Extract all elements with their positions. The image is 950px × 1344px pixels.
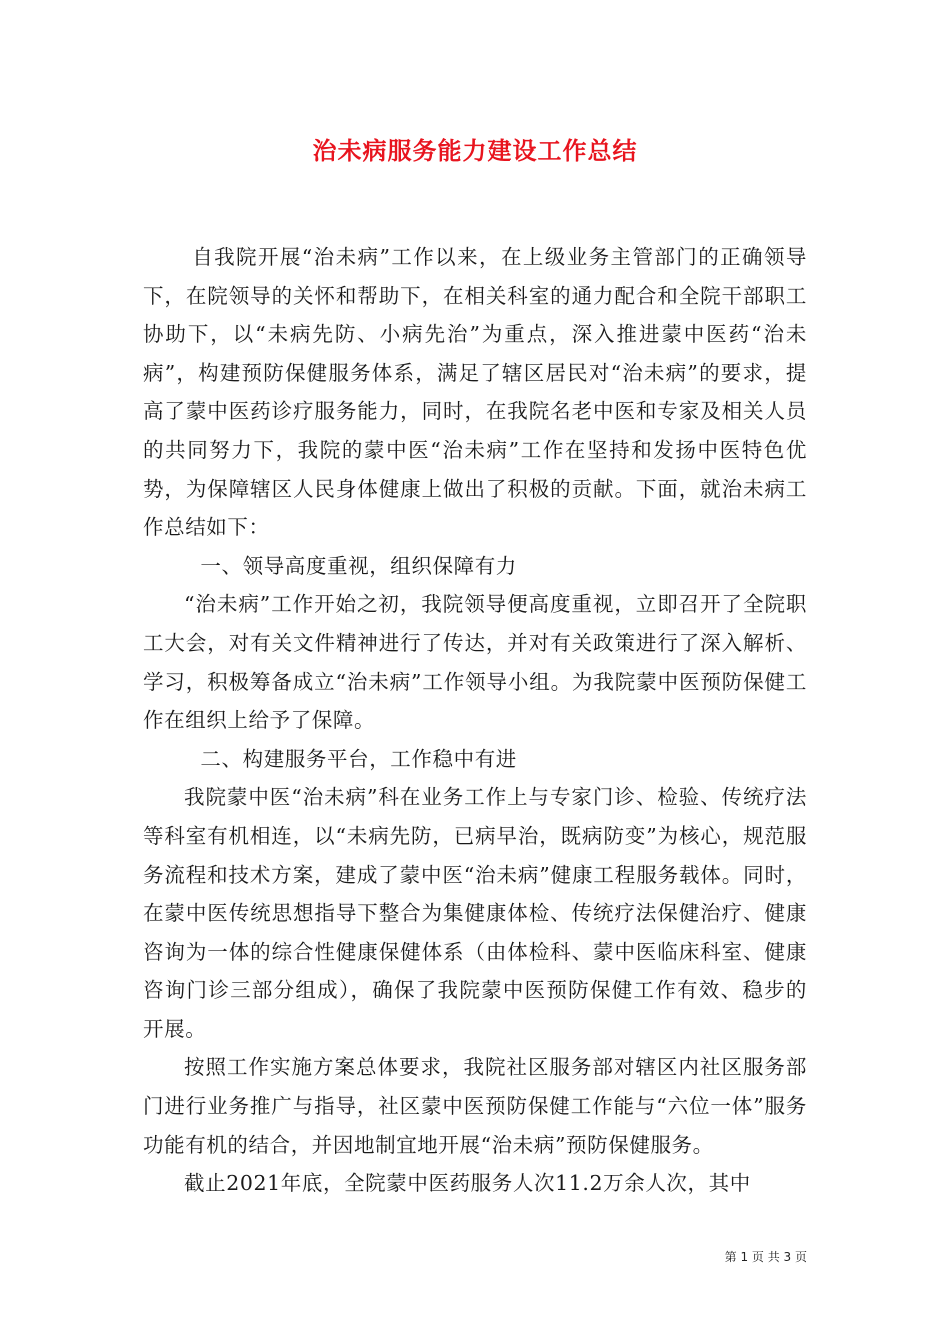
document-title: 治未病服务能力建设工作总结	[312, 137, 638, 165]
section-2-paragraph-1: 我院蒙中医“治未病”科在业务工作上与专家门诊、检验、传统疗法等科室有机相连，以“未病先防，已病早治，既病防变”为核心，规范服务流程和技术方案，建成了蒙中医“治未病”健康工程服务载体。同时，在蒙中医传统思想指导下整合为集健康体检、传统疗法保健治疗、健康咨询为一体的综合性健康保健体系（由体检科、蒙中医临床科室、健康咨询门诊三部分组成），确保了我院蒙中医预防保健工作有效、稳步的开展。	[143, 785, 807, 1041]
section-2-paragraph-2: 按照工作实施方案总体要求，我院社区服务部对辖区内社区服务部门进行业务推广与指导，社区蒙中医预防保健工作能与“六位一体”服务功能有机的结合，并因地制宜地开展“治未病”预防保健服务。	[143, 1055, 807, 1157]
section-2-paragraph-3: 截止2021年底，全院蒙中医药服务人次11.2万余人次，其中	[184, 1171, 751, 1196]
section-heading-1: 一、领导高度重视，组织保障有力	[200, 553, 517, 578]
page-number-footer: 第 1 页 共 3 页	[724, 1250, 807, 1264]
section-heading-2: 二、构建服务平台，工作稳中有进	[200, 746, 517, 771]
intro-paragraph: 自我院开展“治未病”工作以来，在上级业务主管部门的正确领导下，在院领导的关怀和帮助下，在相关科室的通力配合和全院干部职工协助下，以“未病先防、小病先治”为重点，深入推进蒙中医药“治未病”，构建预防保健服务体系，满足了辖区居民对“治未病”的要求，提高了蒙中医药诊疗服务能力，同时，在我院名老中医和专家及相关人员的共同努力下，我院的蒙中医“治未病”工作在坚持和发扬中医特色优势，为保障辖区人民身体健康上做出了积极的贡献。下面，就治未病工作总结如下：	[143, 245, 807, 540]
document-body	[143, 238, 807, 1203]
section-1-paragraph: “治未病”工作开始之初，我院领导便高度重视，立即召开了全院职工大会，对有关文件精神进行了传达，并对有关政策进行了深入解析、学习，积极筹备成立“治未病”工作领导小组。为我院蒙中医预防保健工作在组织上给予了保障。	[143, 592, 807, 733]
